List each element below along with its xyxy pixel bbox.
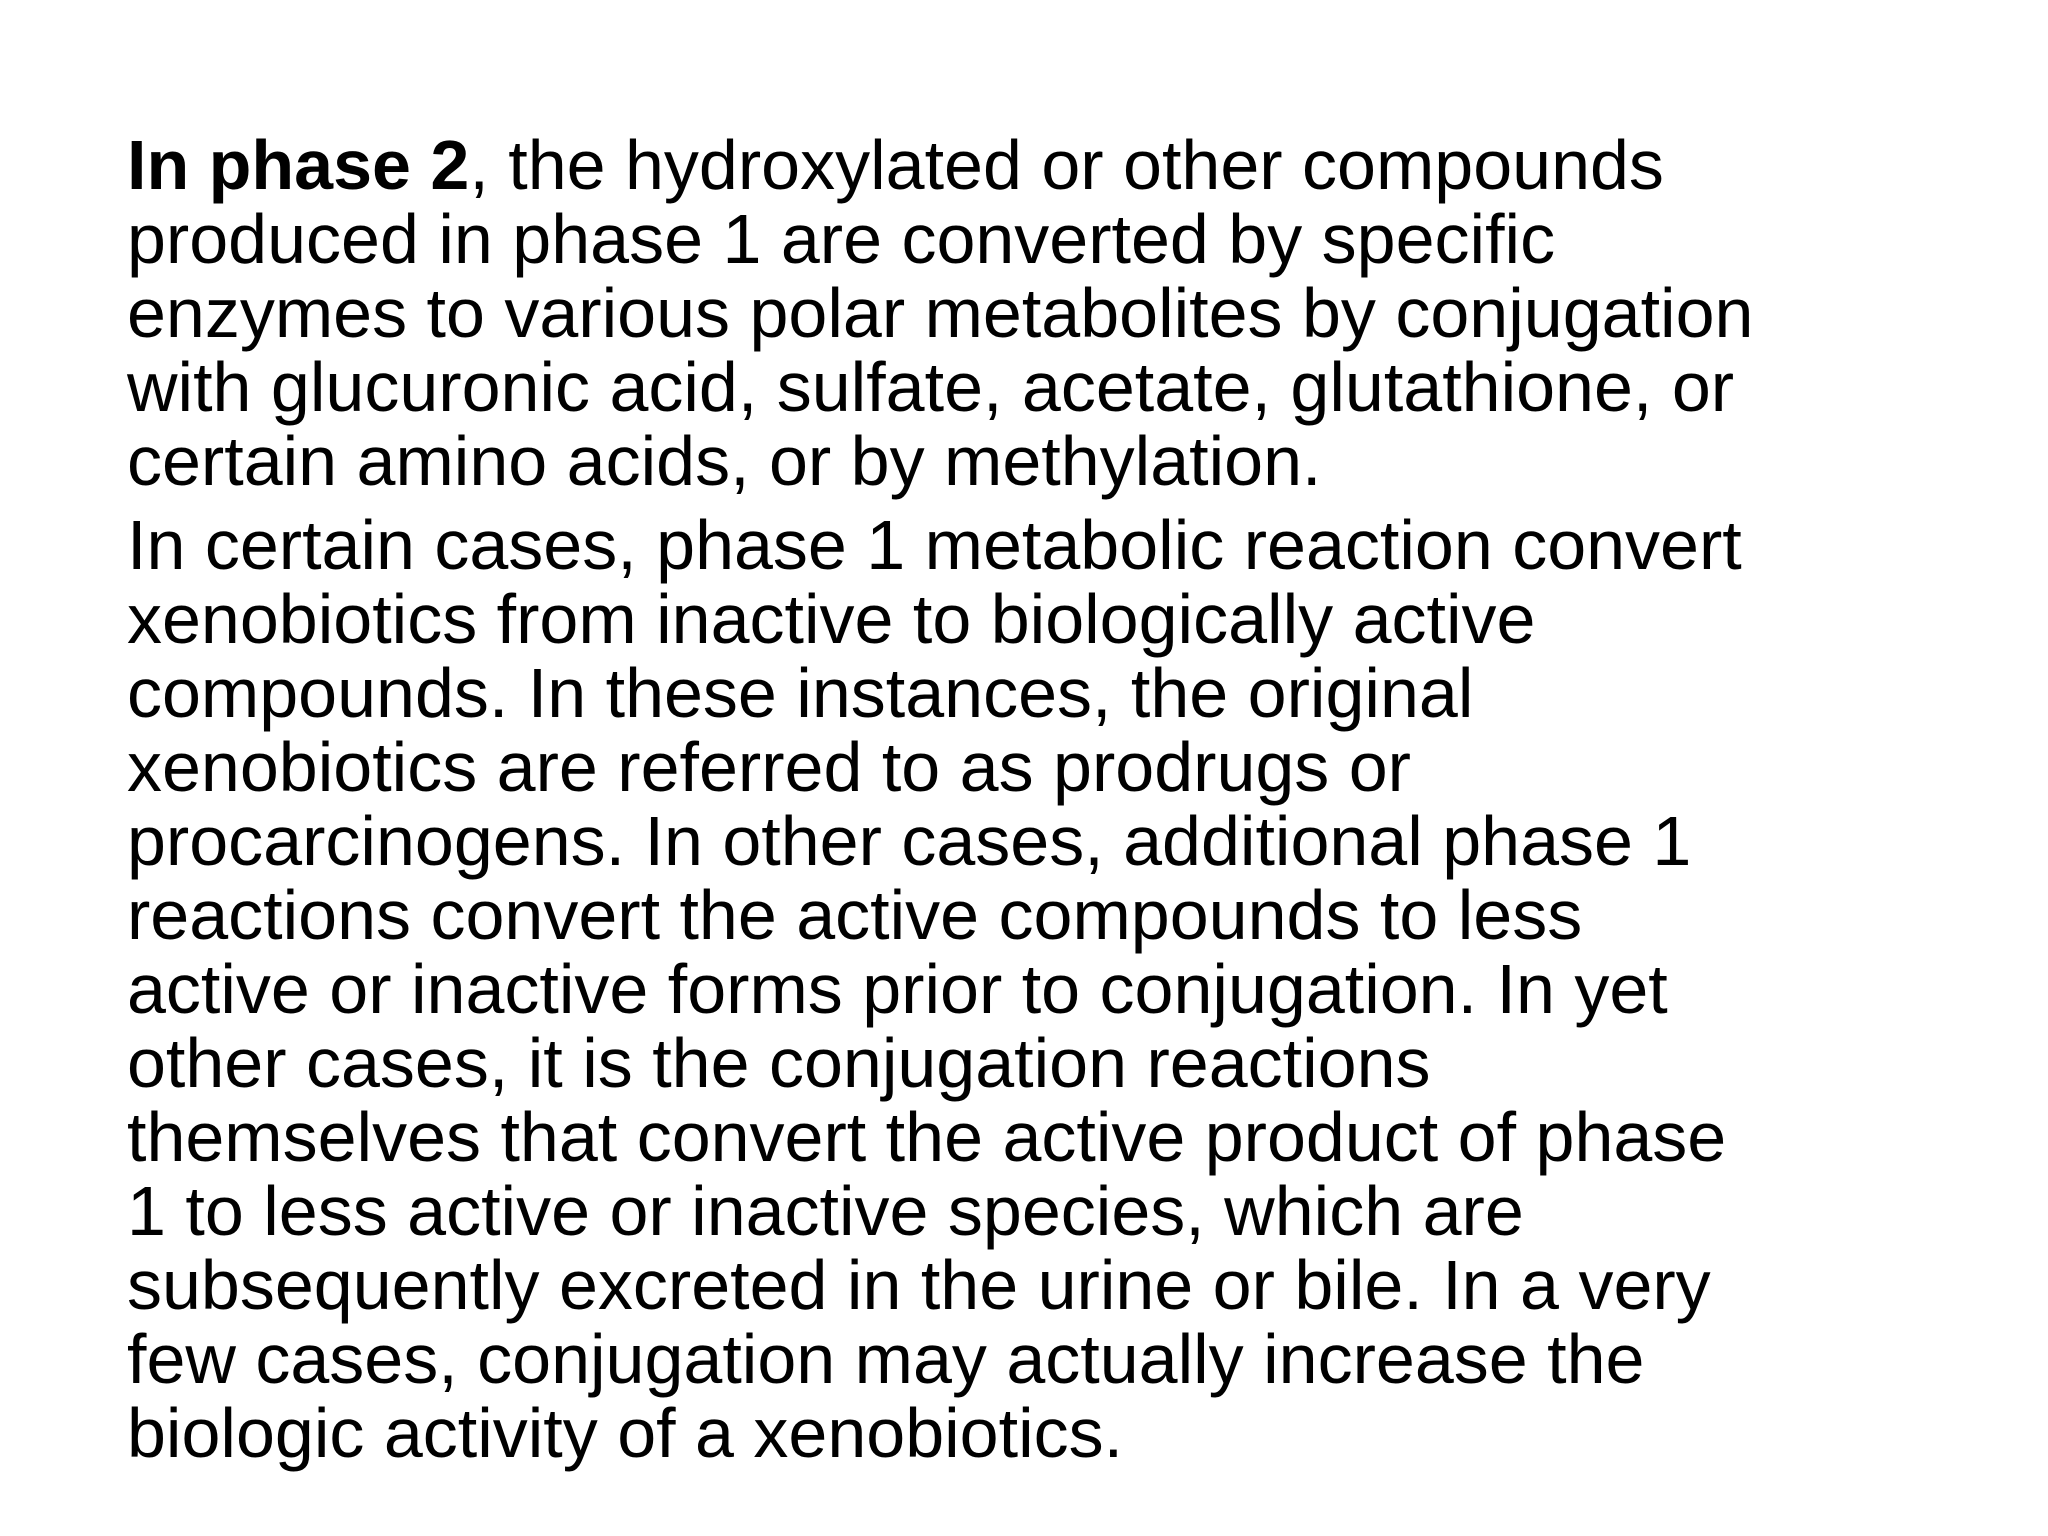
text-line: enzymes to various polar metabolites by conjugation xyxy=(127,274,1754,352)
text-line: xenobiotics are referred to as prodrugs or xyxy=(127,728,1411,806)
text-line: 1 to less active or inactive species, which are xyxy=(127,1172,1524,1250)
text-line: In certain cases, phase 1 metabolic reaction convert xyxy=(127,506,1742,584)
text-line: themselves that convert the active product of phase xyxy=(127,1098,1727,1176)
text-line: xenobiotics from inactive to biologically active xyxy=(127,580,1536,658)
paragraph-phase-2 xyxy=(127,128,2007,498)
text-line: subsequently excreted in the urine or bile. In a very xyxy=(127,1246,1711,1324)
paragraph-certain-cases xyxy=(127,508,2007,1470)
text-line: reactions convert the active compounds to less xyxy=(127,876,1583,954)
text-line: active or inactive forms prior to conjugation. In yet xyxy=(127,950,1668,1028)
text-line: few cases, conjugation may actually increase the xyxy=(127,1320,1645,1398)
text-line: biologic activity of a xenobiotics. xyxy=(127,1394,1124,1472)
text-line: with glucuronic acid, sulfate, acetate, glutathione, or xyxy=(127,348,1735,426)
text-line: other cases, it is the conjugation reactions xyxy=(127,1024,1431,1102)
text-line: compounds. In these instances, the original xyxy=(127,654,1474,732)
text-line xyxy=(127,126,2007,204)
bold-lead-phrase: In phase 2 xyxy=(127,126,470,204)
slide-body xyxy=(127,128,2007,1470)
text-line: certain amino acids, or by methylation. xyxy=(127,422,1322,500)
text-segment: , the hydroxylated or other compounds xyxy=(469,126,1664,204)
text-line: produced in phase 1 are converted by specific xyxy=(127,200,1556,278)
text-line: procarcinogens. In other cases, additional phase 1 xyxy=(127,802,1692,880)
